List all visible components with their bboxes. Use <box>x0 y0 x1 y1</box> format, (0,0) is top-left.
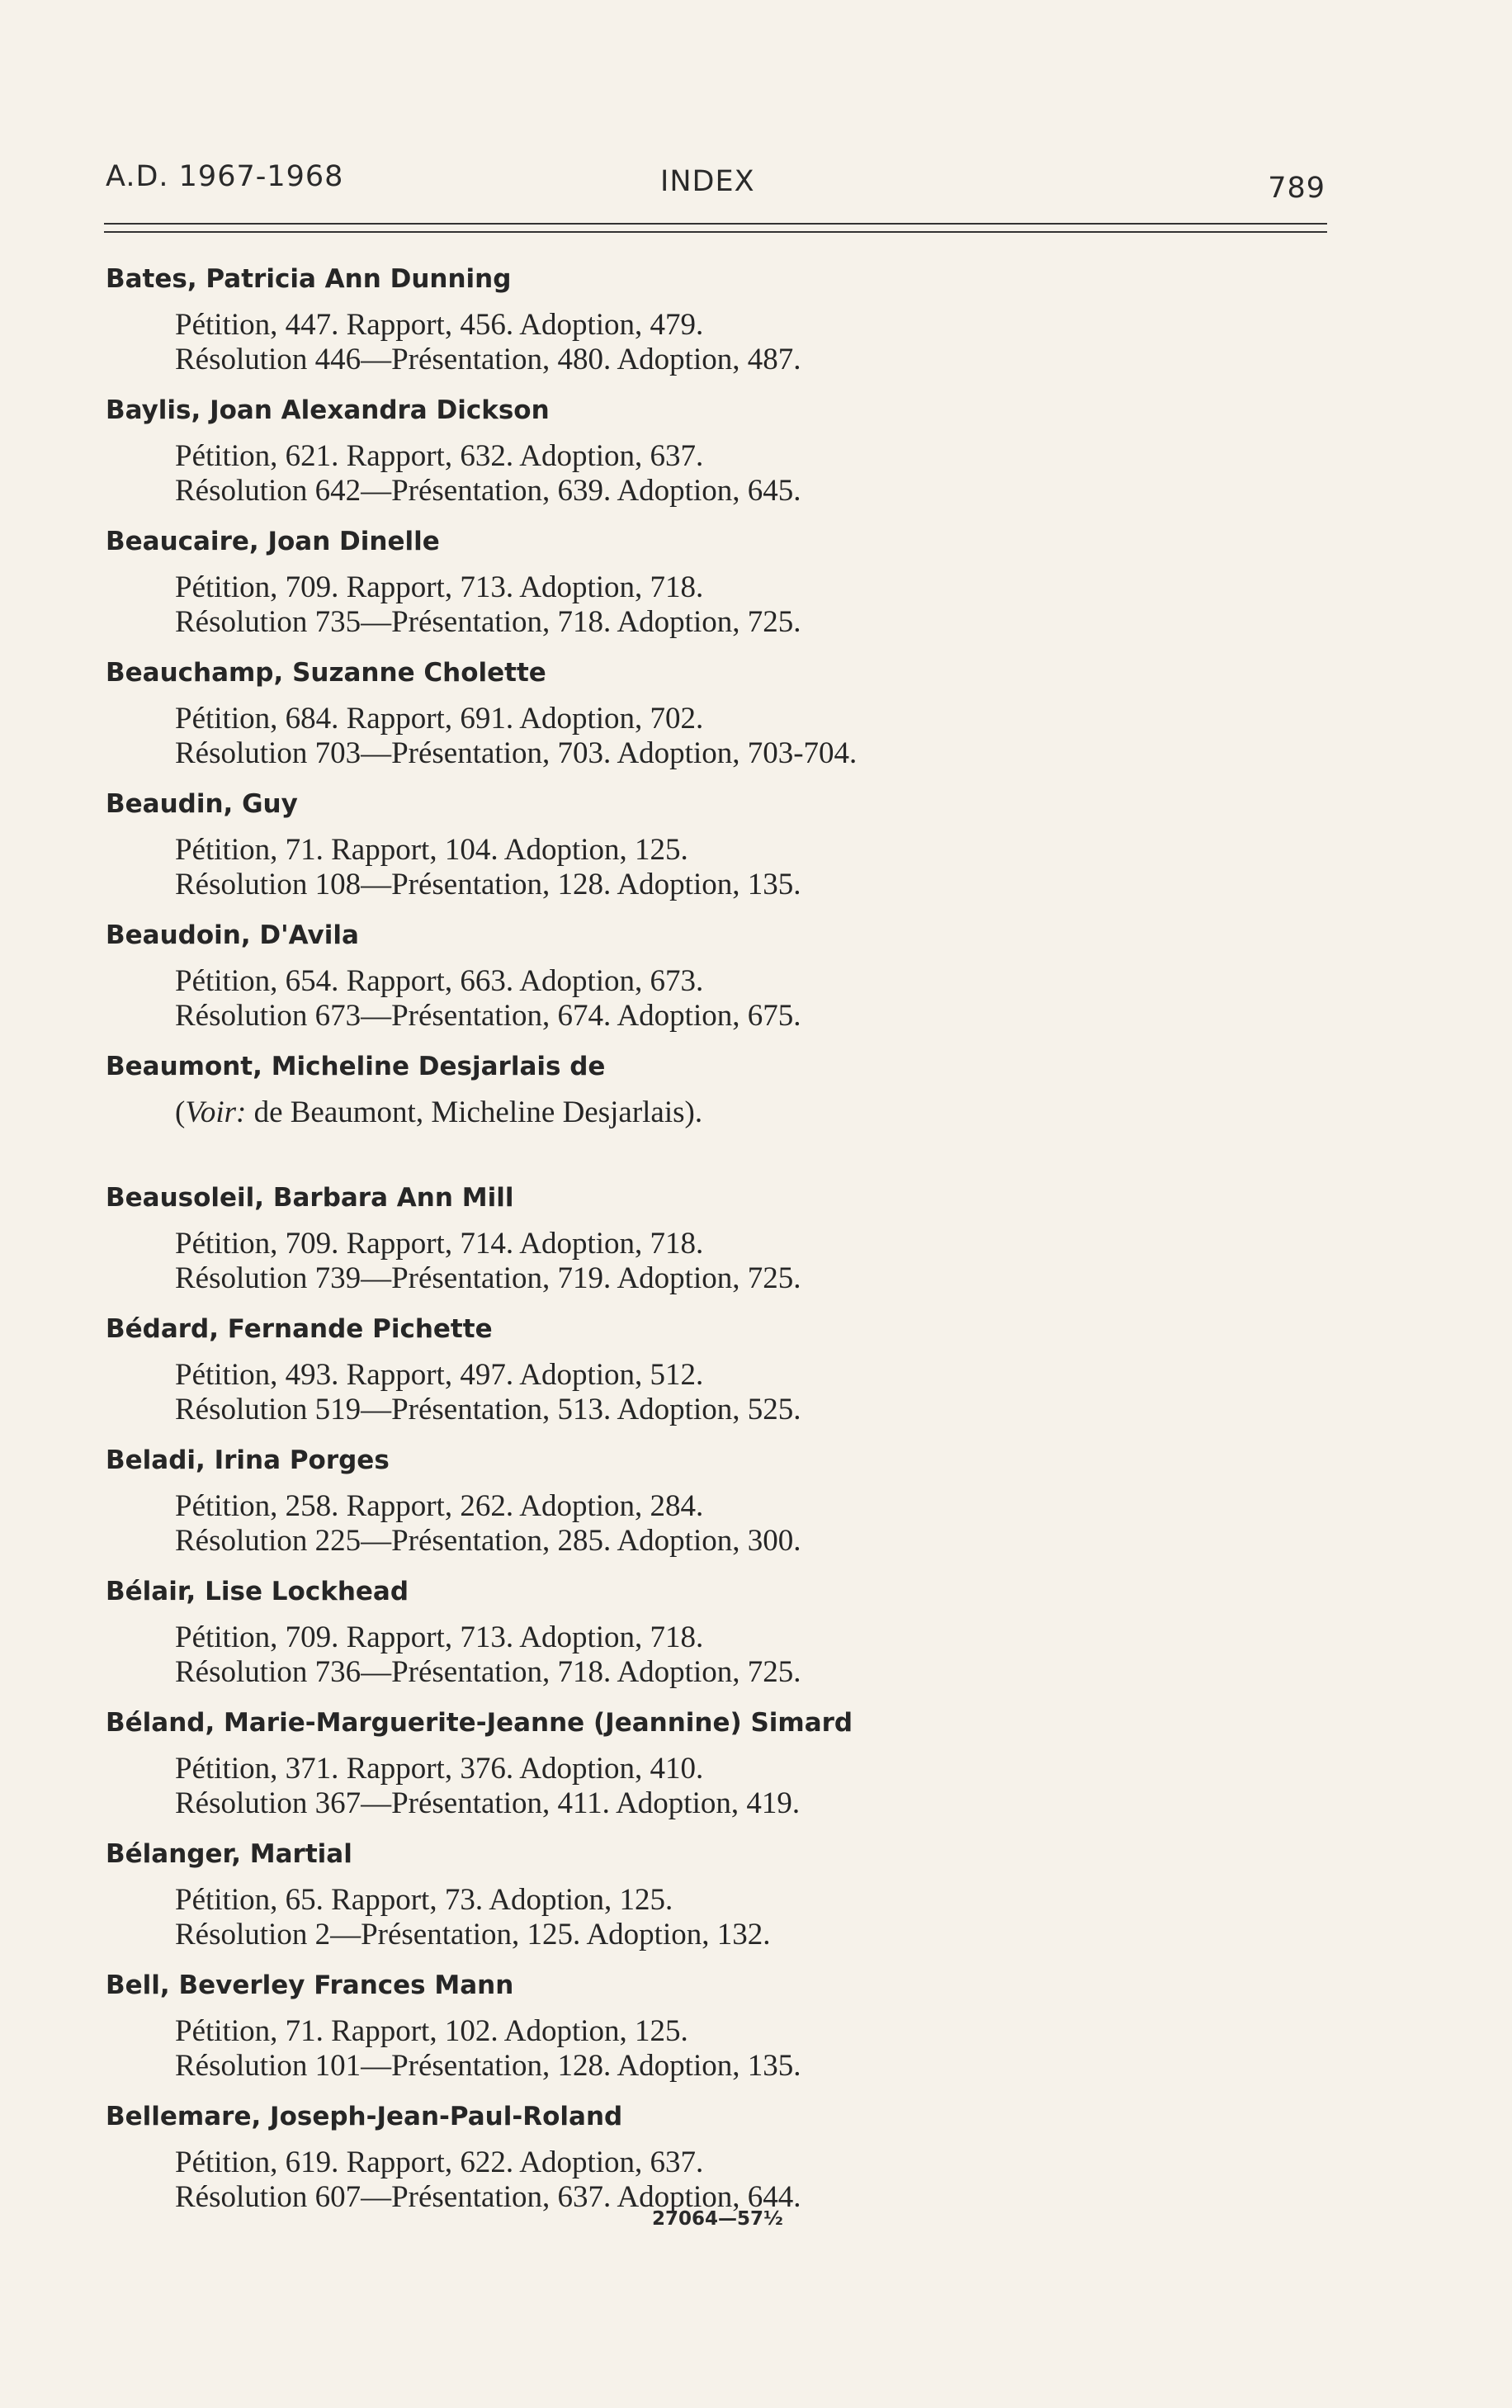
entry-petition-line: Pétition, 493. Rapport, 497. Adoption, 512. <box>175 1358 704 1392</box>
index-entry <box>106 658 1311 789</box>
index-entries <box>106 264 1311 2233</box>
index-entry <box>106 264 1311 395</box>
entry-name: Beaucaire, Joan Dinelle <box>106 527 440 556</box>
entry-resolution-line: Résolution 108—Présentation, 128. Adoption, 135. <box>175 868 801 901</box>
index-entry <box>106 789 1311 920</box>
entry-name: Baylis, Joan Alexandra Dickson <box>106 395 550 425</box>
entry-name: Beaudoin, D'Avila <box>106 920 359 950</box>
entry-petition-line: Pétition, 654. Rapport, 663. Adoption, 673. <box>175 964 704 998</box>
printer-code: 27064—57½ <box>652 2208 783 2230</box>
page-number: 789 <box>1268 172 1325 205</box>
session-years: A.D. 1967-1968 <box>106 160 344 193</box>
entry-petition-line: Pétition, 684. Rapport, 691. Adoption, 702. <box>175 702 704 736</box>
index-entry <box>106 1708 1311 1839</box>
entry-resolution-line: Résolution 225—Présentation, 285. Adoption, 300. <box>175 1524 801 1558</box>
entry-petition-line: Pétition, 371. Rapport, 376. Adoption, 410. <box>175 1752 704 1786</box>
entry-name: Bell, Beverley Frances Mann <box>106 1970 514 2000</box>
index-entry <box>106 1445 1311 1577</box>
entry-resolution-line: Résolution 2—Présentation, 125. Adoption, 132. <box>175 1918 771 1951</box>
entry-name: Bélanger, Martial <box>106 1839 352 1869</box>
entry-petition-line: Pétition, 621. Rapport, 632. Adoption, 637. <box>175 439 704 473</box>
entry-name: Bélair, Lise Lockhead <box>106 1577 409 1606</box>
entry-resolution-line: Résolution 703—Présentation, 703. Adoption, 703-704. <box>175 736 858 770</box>
entry-resolution-line: Résolution 367—Présentation, 411. Adoption, 419. <box>175 1786 801 1820</box>
header-rule-top <box>104 223 1327 225</box>
index-entry <box>106 920 1311 1052</box>
index-entry <box>106 1839 1311 1970</box>
entry-resolution-line: Résolution 739—Présentation, 719. Adoption, 725. <box>175 1261 801 1295</box>
entry-name: Beausoleil, Barbara Ann Mill <box>106 1183 514 1213</box>
entry-petition-line: Pétition, 71. Rapport, 102. Adoption, 125. <box>175 2014 688 2048</box>
entry-petition-line: Pétition, 71. Rapport, 104. Adoption, 125. <box>175 833 688 867</box>
entry-name: Béland, Marie-Marguerite-Jeanne (Jeannine) Simard <box>106 1708 853 1738</box>
entry-petition-line: Pétition, 619. Rapport, 622. Adoption, 637. <box>175 2145 704 2179</box>
entry-resolution-line: Résolution 673—Présentation, 674. Adoption, 675. <box>175 999 801 1033</box>
entry-petition-line: Pétition, 447. Rapport, 456. Adoption, 479. <box>175 308 704 342</box>
entry-name: Bates, Patricia Ann Dunning <box>106 264 512 294</box>
entry-resolution-line: Résolution 446—Présentation, 480. Adoption, 487. <box>175 343 801 376</box>
entry-petition-line: Pétition, 65. Rapport, 73. Adoption, 125. <box>175 1883 673 1917</box>
entry-name: Bellemare, Joseph-Jean-Paul-Roland <box>106 2102 623 2131</box>
index-entry <box>106 395 1311 527</box>
entry-petition-line: Pétition, 258. Rapport, 262. Adoption, 284. <box>175 1489 704 1523</box>
page-title: INDEX <box>660 165 755 198</box>
entry-resolution-line: Résolution 735—Présentation, 718. Adoption, 725. <box>175 605 801 639</box>
entry-resolution-line: Résolution 607—Présentation, 637. Adoption, 644. <box>175 2180 801 2214</box>
index-entry <box>106 527 1311 658</box>
entry-see-also-line: (Voir: de Beaumont, Micheline Desjarlais). <box>175 1095 703 1129</box>
entry-name: Beaumont, Micheline Desjarlais de <box>106 1052 606 1081</box>
entry-resolution-line: Résolution 101—Présentation, 128. Adoption, 135. <box>175 2049 801 2083</box>
see-also-target: de Beaumont, Micheline Desjarlais <box>253 1095 685 1129</box>
entry-resolution-line: Résolution 642—Présentation, 639. Adoption, 645. <box>175 474 801 508</box>
entry-name: Beladi, Irina Porges <box>106 1445 390 1475</box>
entry-petition-line: Pétition, 709. Rapport, 714. Adoption, 718. <box>175 1227 704 1261</box>
index-entry <box>106 1577 1311 1708</box>
index-entry <box>106 1970 1311 2102</box>
entry-name: Beauchamp, Suzanne Cholette <box>106 658 546 688</box>
index-entry <box>106 1052 1311 1183</box>
page-header <box>106 155 1325 205</box>
entry-resolution-line: Résolution 519—Présentation, 513. Adoption, 525. <box>175 1393 801 1426</box>
header-rule-bottom <box>104 231 1327 233</box>
index-entry <box>106 1314 1311 1445</box>
entry-petition-line: Pétition, 709. Rapport, 713. Adoption, 718. <box>175 570 704 604</box>
entry-petition-line: Pétition, 709. Rapport, 713. Adoption, 718. <box>175 1620 704 1654</box>
entry-name: Bédard, Fernande Pichette <box>106 1314 493 1344</box>
entry-name: Beaudin, Guy <box>106 789 298 819</box>
entry-resolution-line: Résolution 736—Présentation, 718. Adoption, 725. <box>175 1655 801 1689</box>
index-entry <box>106 1183 1311 1314</box>
see-also-label: Voir: <box>185 1095 247 1129</box>
